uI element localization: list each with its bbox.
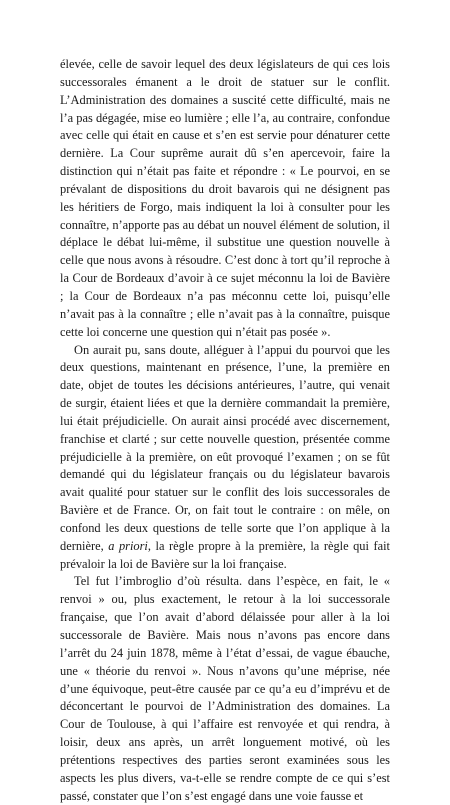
paragraph-1-text: élevée, celle de savoir lequel des deux législateurs de qui ces lois successorales émanent a le droit de statuer sur le conflit. L’Administration des domaines a suscité cette difficulté, mais ne l’a pas dégagée, mise eo lumière ; elle l’a, au contraire, confondue avec celle qui était en cause et s’en est servie pour dénaturer cette dernière. La Cour suprême aurait dû s’en apercevoir, faire la distinction qui n’était pas faite et répondre : « Le pourvoi, en se prévalant de dispositions du droit bavarois qui ne désignent pas les héritiers de Forgo, mais indiquent la loi à consulter pour les connaître, n’apporte pas au débat un nouvel élément de solution, il déplace le débat lui-même, il substitue une question nouvelle à celle que nous avons à résoudre. C’est donc à tort qu’il reproche à la Cour de Bordeaux d’avoir à ce sujet méconnu la loi de Bavière ; la Cour de Bordeaux n’a pas méconnu cette loi, puisqu’elle n’avait pas à la connaître ; elle n’avait pas à la connaître, puisque cette loi concerne une question qui n’était pas posée ». <box>60 57 390 339</box>
paragraph-1 <box>60 56 390 342</box>
paragraph-3 <box>60 573 390 805</box>
paragraph-2-text-b: , la règle propre à la première, la règle qui fait prévaloir la loi de Bavière sur la loi française. <box>60 538 390 571</box>
paragraph-2-italic-a-priori: a priori <box>108 538 148 553</box>
paragraph-2 <box>60 342 390 574</box>
paragraph-3-text: Tel fut l’imbroglio d’où résulta. dans l’espèce, en fait, le « renvoi » ou, plus exactement, le retour à la loi successorale française, que l’on avait d’abord délaissée pour aller à la loi successorale de Bavière. Mais nous n’avons pas encore dans l’arrêt du 24 juin 1878, même à l’état d’essai, de vague ébauche, une « théorie du renvoi ». Nous n’avons qu’une méprise, née d’une équivoque, peut-être causée par ce qu’a eu d’imprévu et de déconcertant le pourvoi de l’Administration des domaines. La Cour de Toulouse, à qui l’affaire est renvoyée et qui rendra, à loisir, deux ans après, un arrêt longuement motivé, où les prétentions respectives des parties seront examinées sous les aspects les plus divers, va-t-elle se rendre compte de ce qui s’est passé, constater que l’on s’est engagé dans une voie fausse et <box>60 574 390 803</box>
document-page <box>60 56 390 805</box>
paragraph-2-text-a: On aurait pu, sans doute, alléguer à l’appui du pourvoi que les deux questions, maintenant en présence, l’une, la première en date, objet de toutes les décisions antérieures, l’autre, qui venait de surgir, étaient liées et que la dernière commandait la première, lui était préjudicielle. On aurait ainsi procédé avec discernement, franchise et clarté ; sur cette nouvelle question, présentée comme préjudicielle à la première, on eût provoqué l’examen ; on se fût demandé qui du législateur français ou du législateur bavarois avait qualité pour statuer sur le conflit des lois successorales de Bavière et de France. Or, on fait tout le contraire : on mêle, on confond les deux questions de telle sorte que l’on applique à la dernière, <box>60 342 390 553</box>
